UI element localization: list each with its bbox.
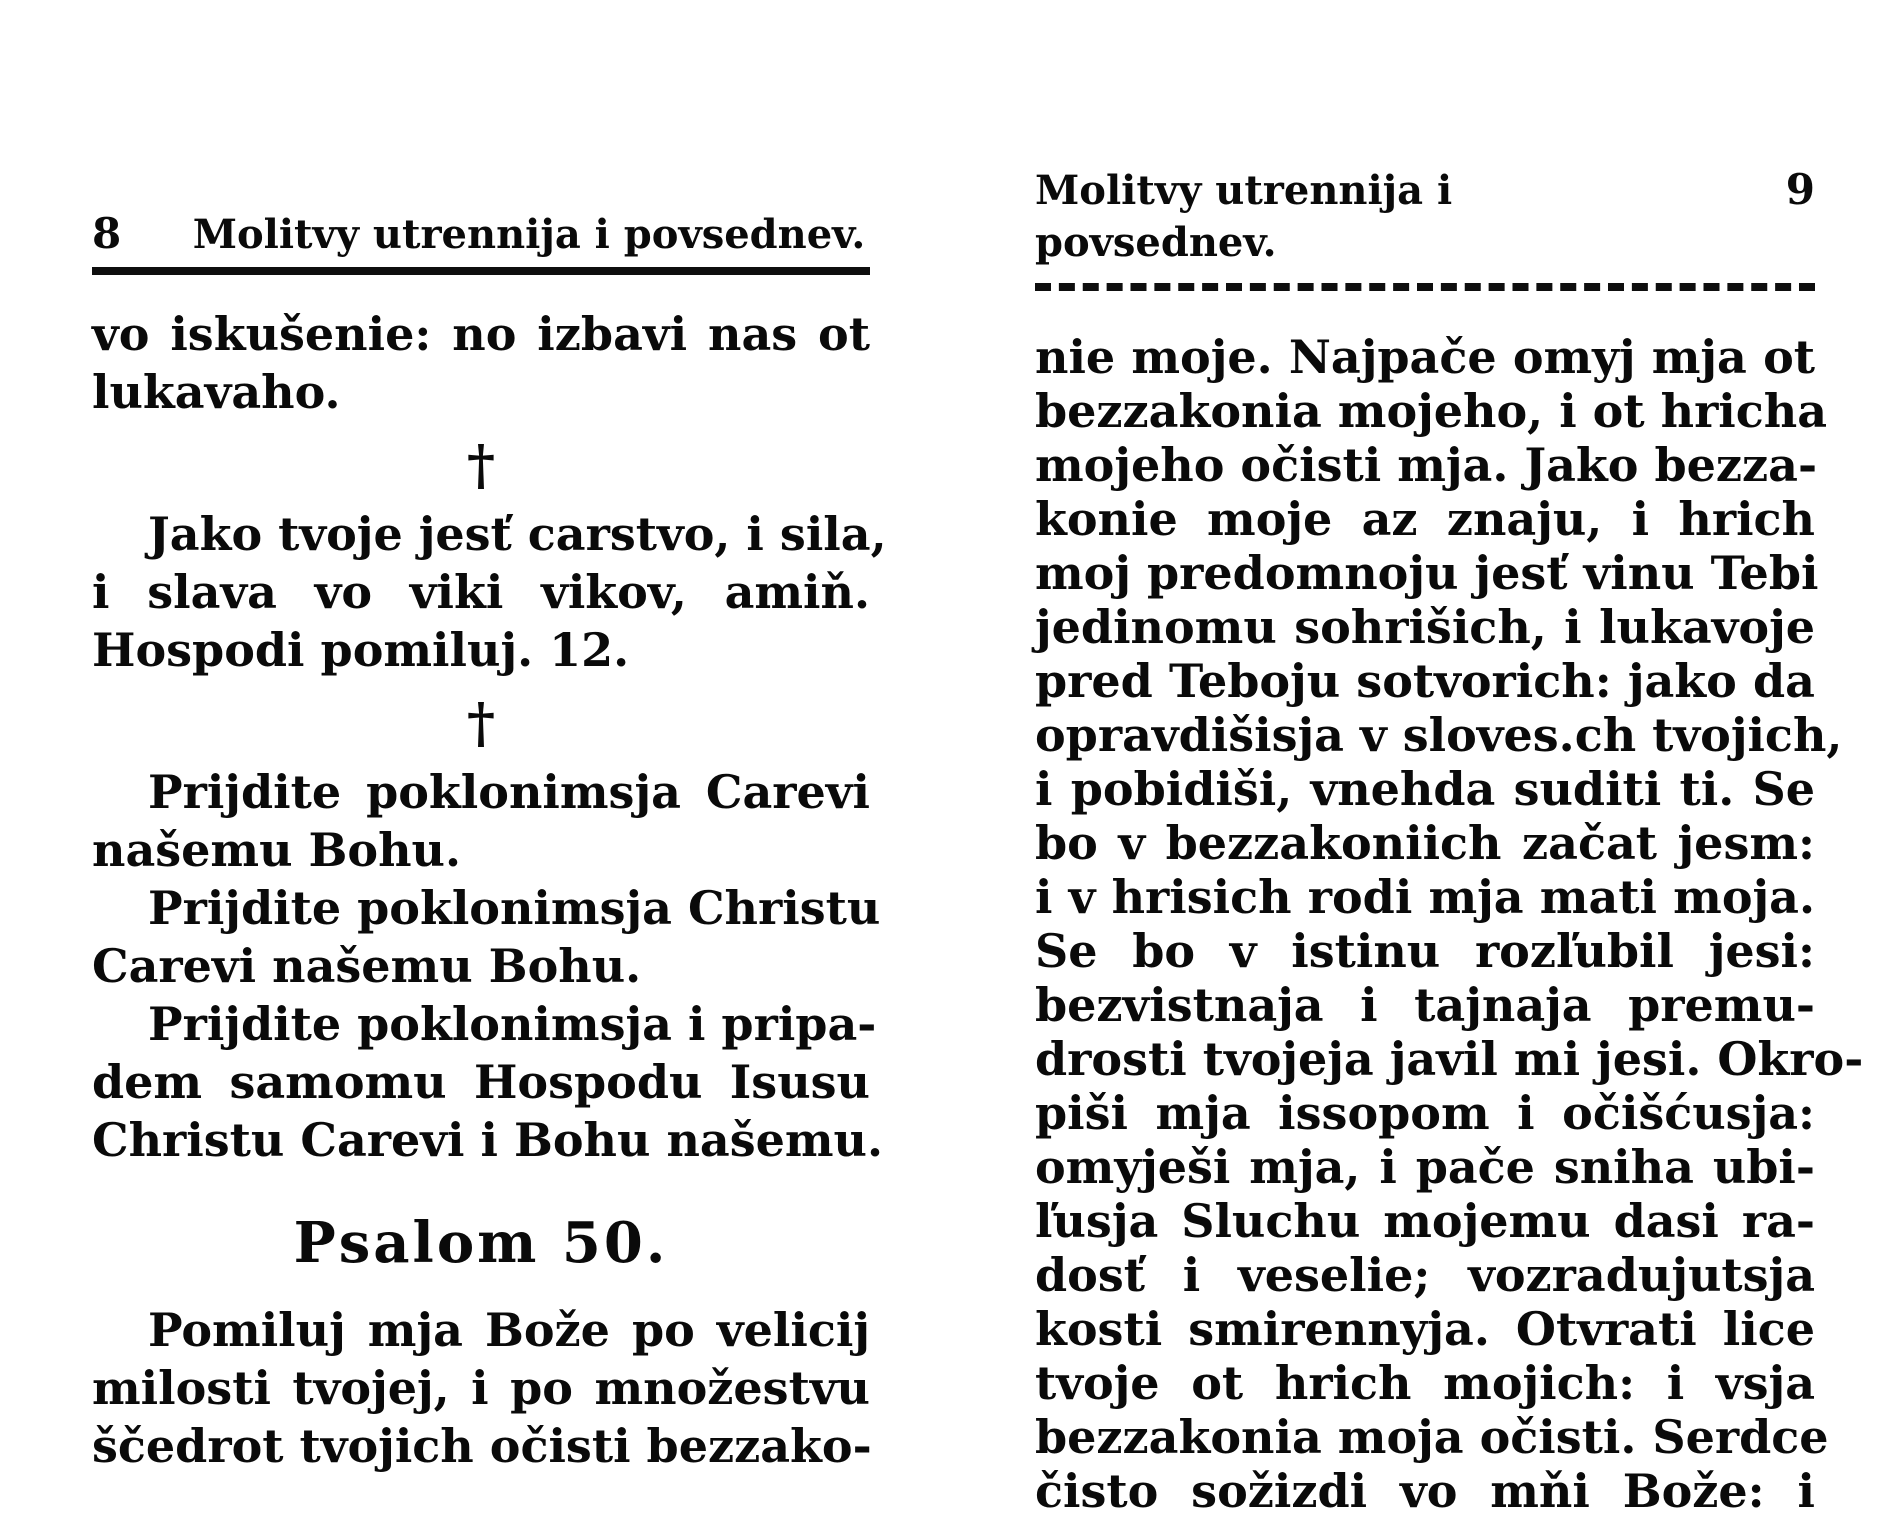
text-line: mojeho očisti mja. Jako bezza- [1035, 438, 1818, 492]
text-line: Prijdite poklonimsja Carevi [148, 765, 870, 819]
text-line: jedinomu sohrišich, i lukavoje [1035, 600, 1815, 654]
text-line: piši mja issopom i očišćusja: [1035, 1086, 1815, 1140]
text-line: lukavaho. [92, 365, 341, 419]
text-line: ščedrot tvojich očisti bezzako- [92, 1419, 872, 1473]
text-line: konie moje az znaju, i hrich [1035, 492, 1815, 546]
text-line: pred Teboju sotvorich: jako da [1035, 654, 1815, 708]
text-line: bezvistnaja i tajnaja premu- [1035, 978, 1815, 1032]
right-page-body [1035, 330, 1864, 1518]
right-running-title: Molitvy utrennija i povsednev. [1035, 167, 1453, 266]
text-line: drosti tvojeja javil mi jesi. Okro- [1035, 1032, 1864, 1086]
text-line: i slava vo viki vikov, amiň. [92, 565, 870, 619]
right-running-header [1035, 164, 1815, 291]
left-running-title: Molitvy utrennija i povsednev. [192, 211, 866, 258]
left-page [92, 208, 887, 1475]
text-line: našemu Bohu. [92, 823, 462, 877]
paragraph [92, 995, 884, 1169]
left-page-body [92, 305, 887, 1475]
right-page [1035, 164, 1864, 1518]
text-line: Pomiluj mja Bože po velicij [148, 1303, 870, 1357]
paragraph [1035, 330, 1864, 1518]
psalm-heading: Psalom 50. [293, 1210, 669, 1276]
text-line: opravdišisja v sloves.ch tvojich, [1035, 708, 1843, 762]
paragraph [92, 879, 881, 995]
cross-dagger-symbol: † [466, 433, 496, 497]
text-line: ľusja Sluchu mojemu dasi ra- [1035, 1194, 1815, 1248]
text-line: bo v bezzakoniich začat jesm: [1035, 816, 1815, 870]
text-line: dosť i veselie; vozradujutsja [1035, 1248, 1815, 1302]
text-line: milosti tvojej, i po množestvu [92, 1361, 870, 1415]
text-line: Hospodi pomiluj. 12. [92, 623, 630, 677]
text-line: bezzakonia mojeho, i ot hricha [1035, 384, 1828, 438]
left-page-number: 8 [92, 209, 122, 258]
cross-dagger-symbol: † [466, 691, 496, 755]
text-line: vo iskušenie: no izbavi nas ot [92, 307, 870, 361]
text-line: Prijdite poklonimsja Christu [148, 881, 881, 935]
paragraph [92, 505, 887, 679]
text-line: tvoje ot hrich mojich: i vsja [1035, 1356, 1815, 1410]
text-line: Prijdite poklonimsja i pripa- [148, 997, 877, 1051]
paragraph [92, 763, 870, 879]
text-line: i pobidiši, vnehda suditi ti. Se [1035, 762, 1815, 816]
text-line: kosti smirennyja. Otvrati lice [1035, 1302, 1815, 1356]
text-line: Se bo v istinu rozľubil jesi: [1035, 924, 1815, 978]
text-line: omyješi mja, i pače sniha ubi- [1035, 1140, 1815, 1194]
text-line: Christu Carevi i Bohu našemu. [92, 1113, 884, 1167]
paragraph [92, 1301, 870, 1475]
text-line: nie moje. Najpače omyj mja ot [1035, 330, 1815, 384]
text-line: bezzakonia moja očisti. Serdce [1035, 1410, 1829, 1464]
text-line: i v hrisich rodi mja mati moja. [1035, 870, 1815, 924]
text-line: Jako tvoje jesť carstvo, i sila, [148, 507, 887, 561]
text-line: dem samomu Hospodu Isusu [92, 1055, 870, 1109]
paragraph [92, 305, 870, 421]
right-page-number: 9 [1785, 165, 1815, 214]
text-line: moj predomnoju jesť vinu Tebi [1035, 546, 1819, 600]
text-line: čisto sožizdi vo mňi Bože: i [1035, 1464, 1815, 1518]
left-running-header [92, 208, 870, 275]
text-line: Carevi našemu Bohu. [92, 939, 642, 993]
